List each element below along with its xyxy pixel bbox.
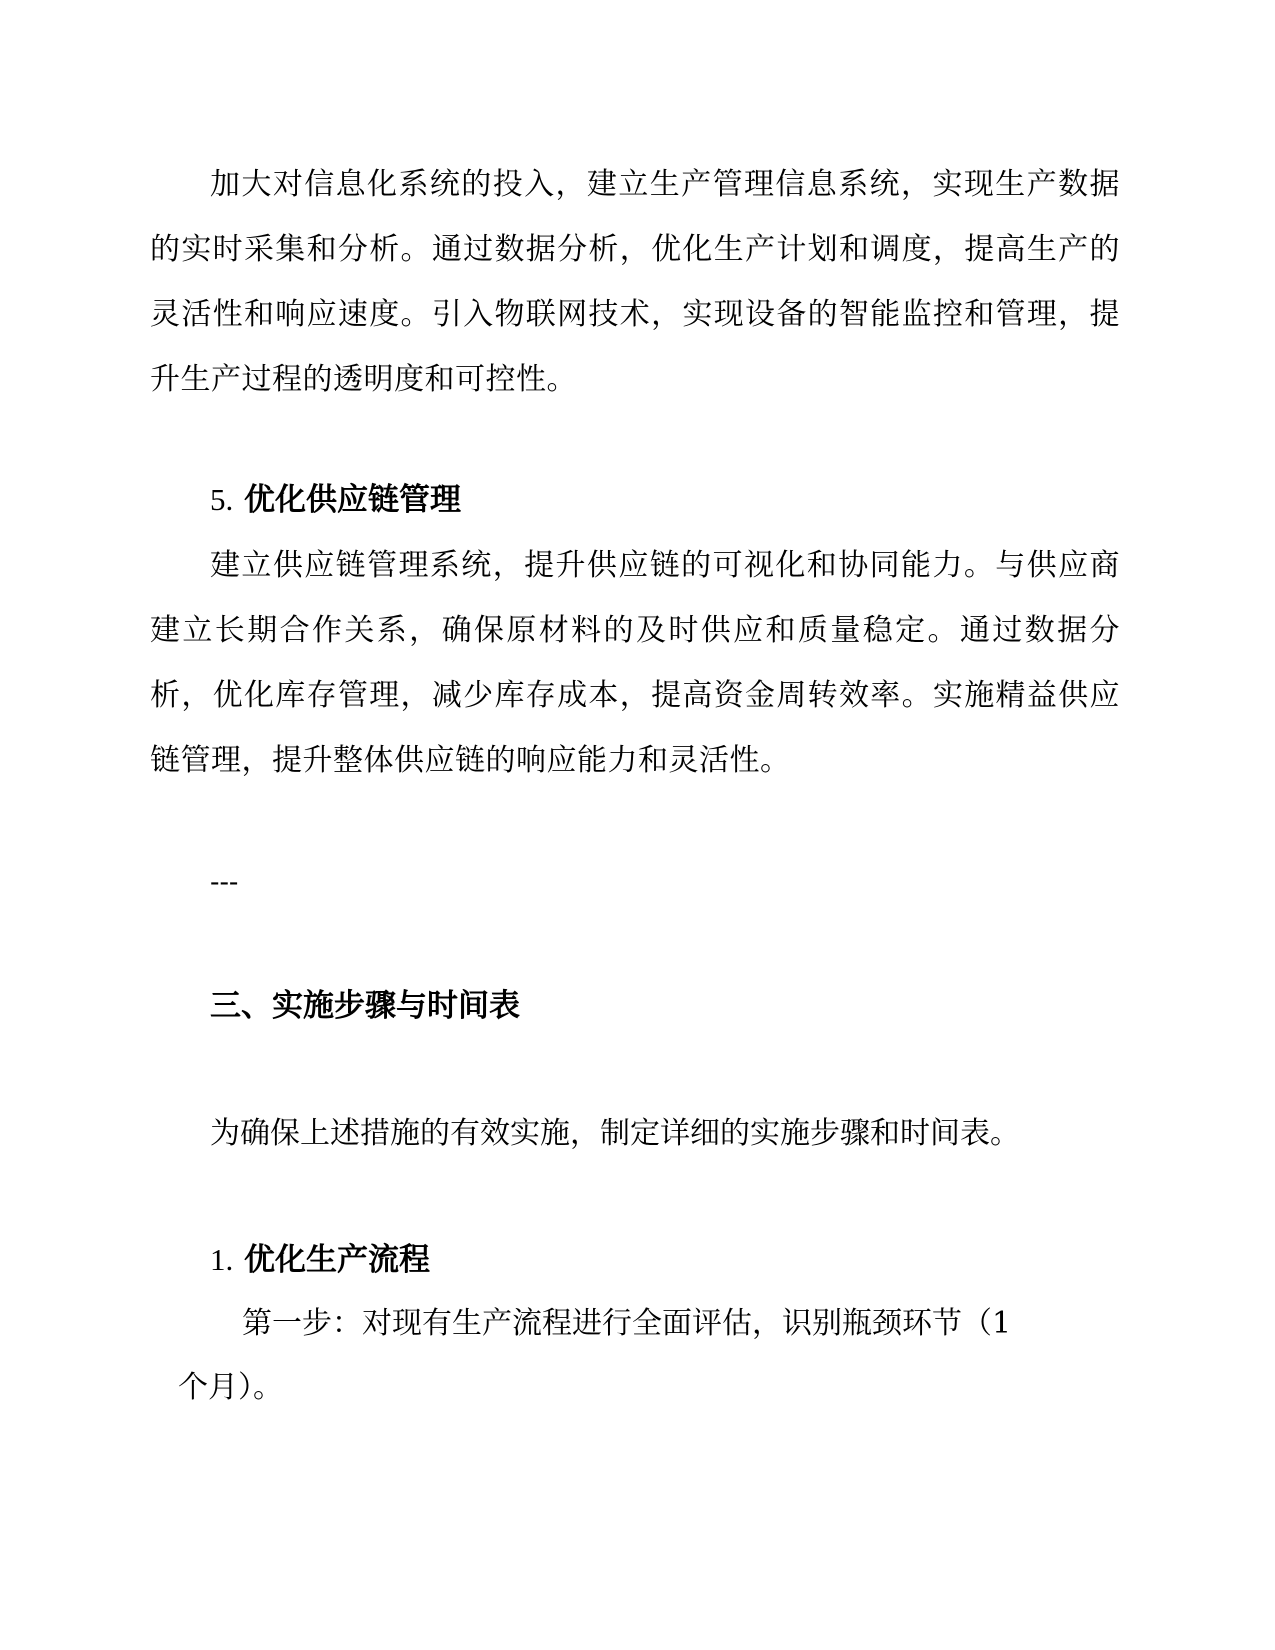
heading-optimize-production bbox=[210, 1240, 430, 1280]
heading-number: 5. bbox=[210, 482, 234, 517]
paragraph-text: 建立供应链管理系统，提升供应链的可视化和协同能力。与供应商建立长期合作关系，确保原材料的及时供应和质量稳定。通过数据分析，优化库存管理，减少库存成本，提高资金周转效率。实施精益供应链管理，提升整体供应链的响应能力和灵活性。 bbox=[150, 548, 1120, 778]
paragraph-implementation-intro: 为确保上述措施的有效实施，制定详细的实施步骤和时间表。 bbox=[210, 1116, 1020, 1151]
paragraph-text: 加大对信息化系统的投入，建立生产管理信息系统，实现生产数据的实时采集和分析。通过数据分析，优化生产计划和调度，提高生产的灵活性和响应速度。引入物联网技术，实现设备的智能监控和管理，提升生产过程的透明度和可控性。 bbox=[150, 167, 1120, 397]
heading-supply-chain bbox=[210, 480, 461, 520]
heading-number: 1. bbox=[210, 1242, 234, 1277]
step-one-line-1: 第一步：对现有生产流程进行全面评估，识别瓶颈环节（1 bbox=[242, 1306, 1012, 1341]
heading-text: 优化供应链管理 bbox=[244, 482, 462, 518]
paragraph-it-investment bbox=[150, 152, 1120, 412]
separator: --- bbox=[210, 865, 239, 898]
section-heading-implementation: 三、实施步骤与时间表 bbox=[210, 988, 520, 1024]
step-one-line-2: 个月）。 bbox=[178, 1370, 283, 1405]
paragraph-supply-chain bbox=[150, 533, 1120, 793]
heading-text: 优化生产流程 bbox=[244, 1242, 431, 1278]
